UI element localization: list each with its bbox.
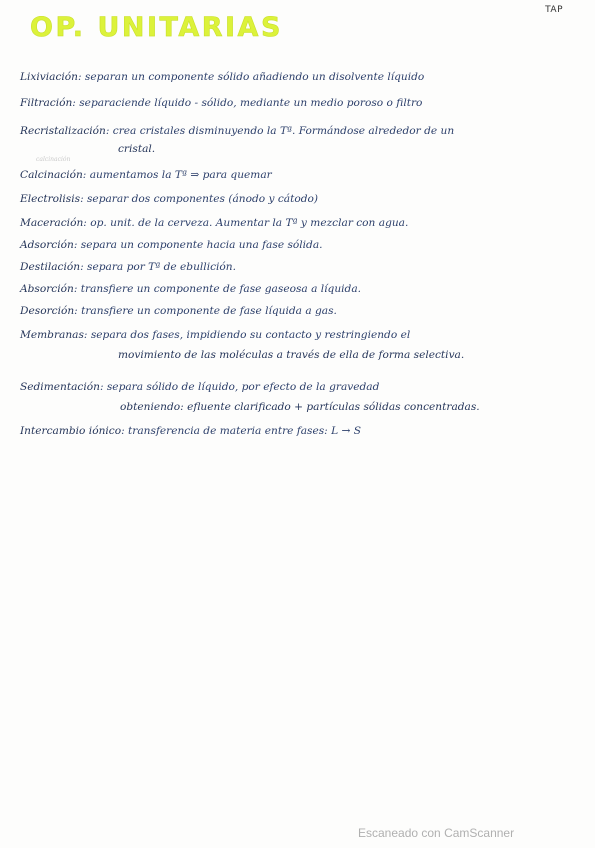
entry-definition: : separa por Tª de ebullición. (80, 261, 236, 273)
entry-maceracion (20, 212, 580, 234)
entry-lixiviacion (20, 66, 580, 88)
entry-definition: : transfiere un componente de fase líquida a gas. (74, 305, 337, 317)
entry-definition: : separan un componente sólido añadiendo un disolvente líquido (78, 71, 425, 83)
camscanner-watermark: Escaneado con CamScanner (358, 826, 515, 840)
entry-term: Electrolisis (20, 193, 81, 205)
entry-intercambio-ionico (20, 420, 580, 442)
entry-term: Lixiviación (20, 71, 78, 83)
entry-term: Sedimentación (20, 381, 100, 393)
entry-adsorcion (20, 234, 580, 256)
entry-calcinacion (20, 164, 580, 186)
entry-term: Maceración (20, 217, 84, 229)
entry-definition: : transfiere un componente de fase gaseosa a líquida. (73, 283, 361, 295)
entry-term: Desorción (20, 305, 75, 317)
entry-definition: : transferencia de materia entre fases: L → S (121, 425, 362, 437)
entry-definition: : separa dos fases, impidiendo su contacto y restringiendo el (83, 329, 411, 341)
entry-definition: : aumentamos la Tª ⇒ para quemar (82, 169, 272, 181)
entry-definition: : crea cristales disminuyendo la Tª. Formándose alrededor de un (105, 125, 455, 137)
entry-term: Filtración (20, 97, 73, 109)
entry-definition: : separar dos componentes (ánodo y cátodo) (80, 193, 319, 205)
entry-filtracion (20, 92, 580, 114)
entry-continuation: obteniendo: efluente clarificado + partículas sólidas concentradas. (120, 401, 480, 413)
strikethrough-note: calcinación (36, 156, 71, 163)
entry-absorcion (20, 278, 580, 300)
page-title: OP. UNITARIAS (30, 12, 283, 43)
entry-membranas (20, 324, 580, 346)
entry-continuation: movimiento de las moléculas a través de ella de forma selectiva. (118, 349, 465, 361)
entry-term: Adsorción (20, 239, 74, 251)
entry-term: Calcinación (20, 169, 83, 181)
definition-list (20, 66, 580, 442)
entry-definition: : op. unit. de la cerveza. Aumentar la Tª y mezclar con agua. (83, 217, 409, 229)
entry-electrolisis (20, 188, 580, 210)
entry-term: Intercambio iónico (20, 425, 122, 437)
entry-definition: : separa un componente hacia una fase sólida. (73, 239, 323, 251)
entry-term: Membranas (20, 329, 84, 341)
entry-continuation: cristal. (118, 143, 156, 155)
entry-term: Absorción (20, 283, 74, 295)
entry-destilacion (20, 256, 580, 278)
entry-term: Destilación (20, 261, 81, 273)
entry-definition: : separa sólido de líquido, por efecto de la gravedad (99, 381, 380, 393)
entry-desorcion (20, 300, 580, 322)
entry-term: Recristalización (20, 125, 106, 137)
corner-label: TAP (545, 5, 563, 15)
entry-definition: : separaciende líquido - sólido, mediante un medio poroso o filtro (72, 97, 423, 109)
entry-sedimentacion (20, 376, 580, 398)
